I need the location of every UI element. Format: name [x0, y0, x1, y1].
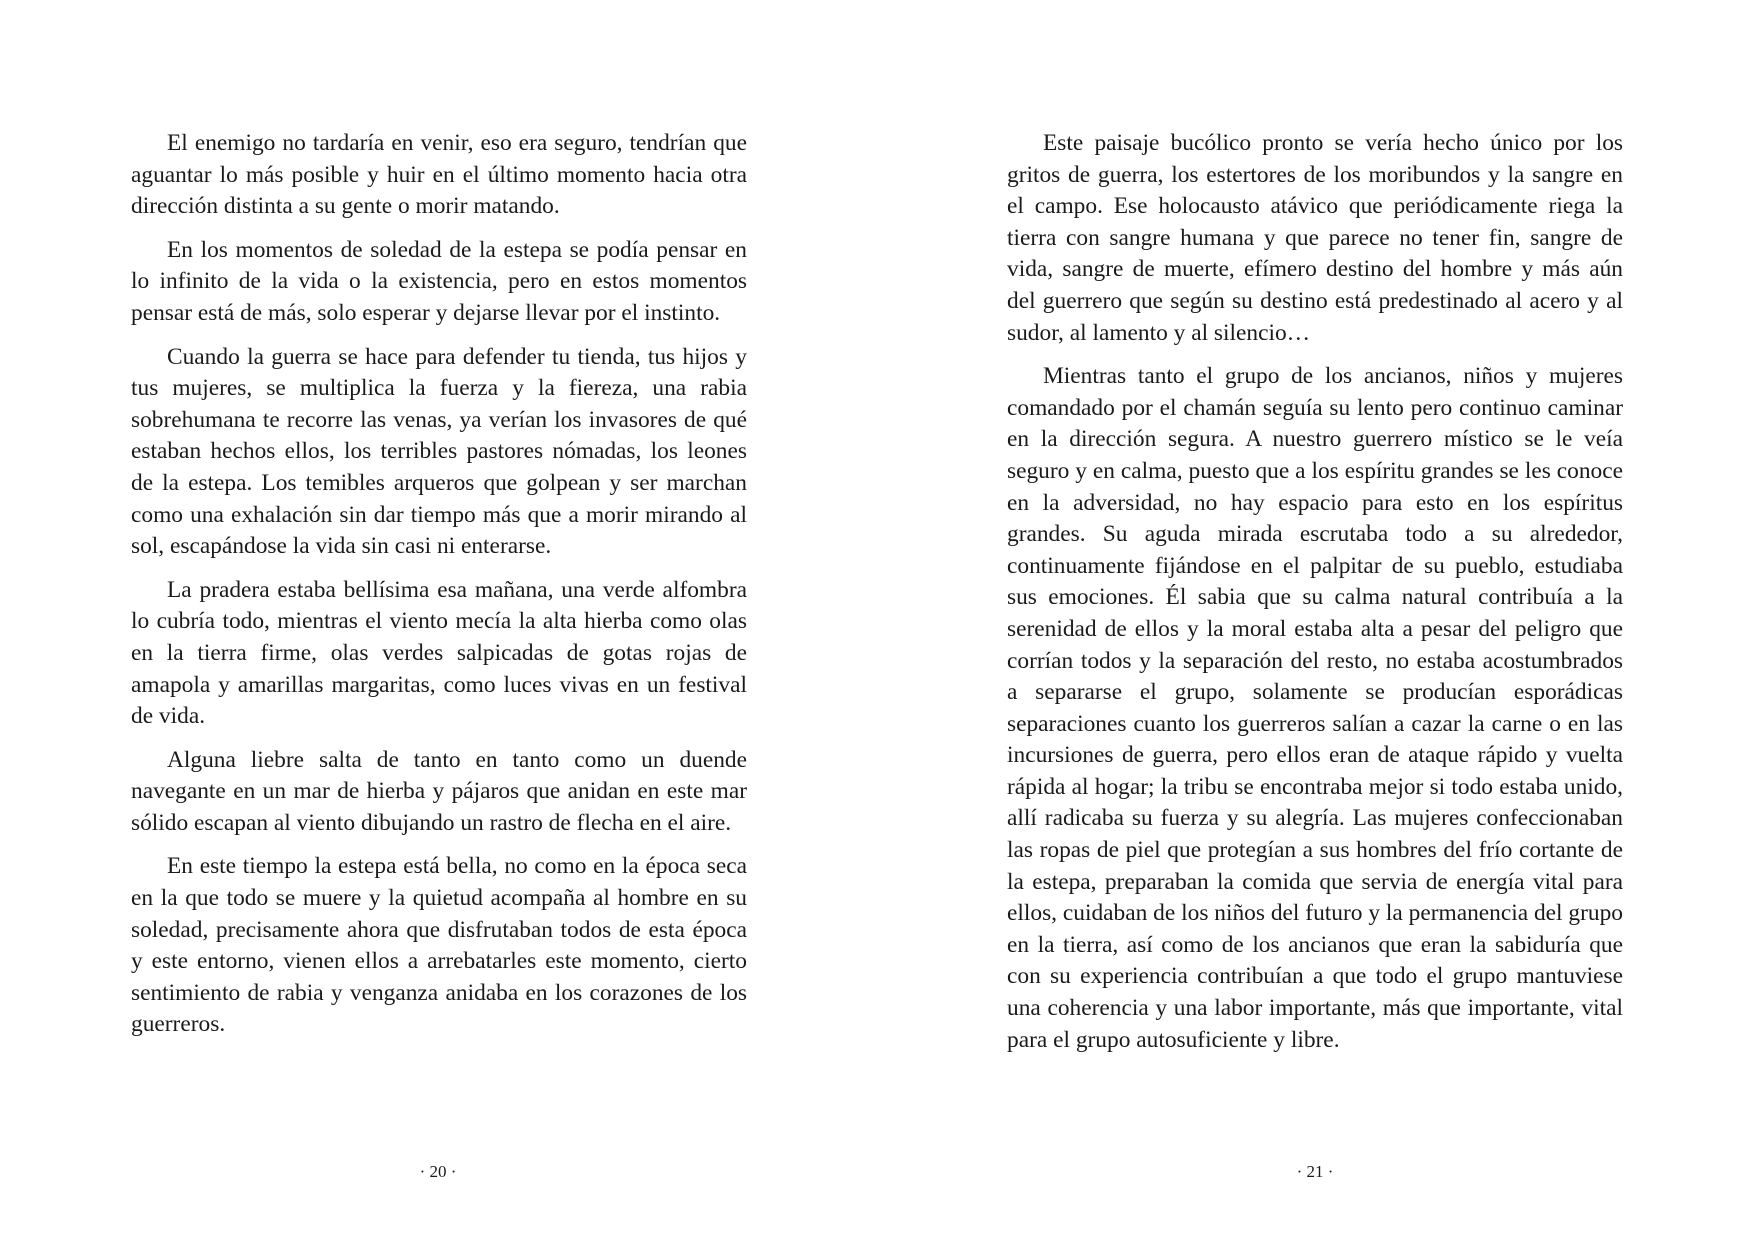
page-number-right: · 21 ·: [1296, 1162, 1334, 1181]
left-page-text: [131, 128, 747, 1053]
page-number-left: · 20 ·: [419, 1162, 457, 1181]
paragraph: La pradera estaba bellísima esa mañana, una verde alfombra lo cubría todo, mientras el viento mecía la alta hierba como olas en la tierra firme, olas verdes salpicadas de gotas rojas de amapola y amarillas margaritas, como luces vivas en un festival de vida.: [131, 576, 747, 730]
paragraph: En este tiempo la estepa está bella, no como en la época seca en la que todo se muere y la quietud acompaña al hombre en su soledad, precisamente ahora que disfrutaban todos de esta época y este entorno, vienen ellos a arrebatarles este momento, cierto sentimiento de rabia y venganza anidaba en los corazones de los guerreros.: [131, 853, 747, 1038]
paragraph: Este paisaje bucólico pronto se vería hecho único por los gritos de guerra, los estertores de los moribundos y la sangre en el campo. Ese holocausto atávico que periódicamente riega la tierra con sangre humana y que parece no tener fin, sangre de vida, sangre de muerte, efímero destino del hombre y más aún del guerrero que según su destino está predestinado al acero y al sudor, al lamento y al silencio…: [1007, 130, 1623, 346]
paragraph: En los momentos de soledad de la estepa se podía pensar en lo infinito de la vida o la existencia, pero en estos momentos pensar está de más, solo esperar y dejarse llevar por el instinto.: [131, 236, 747, 326]
right-page-text: [1007, 128, 1623, 1068]
paragraph: Mientras tanto el grupo de los ancianos, niños y mujeres comandado por el chamán seguía su lento pero continuo caminar en la dirección segura. A nuestro guerrero místico se le veía seguro y en calma, puesto que a los espíritu grandes se les conoce en la adversidad, no hay espacio para esto en los espíritus grandes. Su aguda mirada escrutaba todo a su alrededor, continuamente fijándose en el palpitar de su pueblo, estudiaba sus emociones. Él sabia que su calma natural contribuía a la serenidad de ellos y la moral estaba alta a pesar del peligro que corrían todos y la separación del resto, no estaba acostumbrados a separarse el grupo, solamente se producían esporádicas separaciones cuanto los guerreros salían a cazar la carne o en las incursiones de guerra, pero ellos eran de ataque rápido y vuelta rápida al hogar; la tribu se encontraba mejor si todo estaba unido, allí radicaba su fuerza y su alegría. Las mujeres confeccionaban las ropas de piel que protegían a sus hombres del frío cortante de la estepa, preparaban la comida que servia de energía vital para ellos, cuidaban de los niños del futuro y la permanencia del grupo en la tierra, así como de los ancianos que eran la sabiduría que con su experiencia contribuían a que todo el grupo mantuviese una coherencia y una labor importante, más que importante, vital para el grupo autosuficiente y libre.: [1007, 363, 1623, 1053]
paragraph: Alguna liebre salta de tanto en tanto como un duende navegante en un mar de hierba y pájaros que anidan en este mar sólido escapan al viento dibujando un rastro de flecha en el aire.: [131, 746, 747, 836]
paragraph: Cuando la guerra se hace para defender tu tienda, tus hijos y tus mujeres, se multiplica la fuerza y la fiereza, una rabia sobrehumana te recorre las venas, ya verían los invasores de qué estaban hechos ellos, los terribles pastores nómadas, los leones de la estepa. Los temibles arqueros que golpean y ser marchan como una exhalación sin dar tiempo más que a morir mirando al sol, escapándose la vida sin casi ni enterarse.: [131, 343, 747, 560]
paragraph: El enemigo no tardaría en venir, eso era seguro, tendrían que aguantar lo más posible y huir en el último momento hacia otra dirección distinta a su gente o morir matando.: [131, 130, 747, 220]
